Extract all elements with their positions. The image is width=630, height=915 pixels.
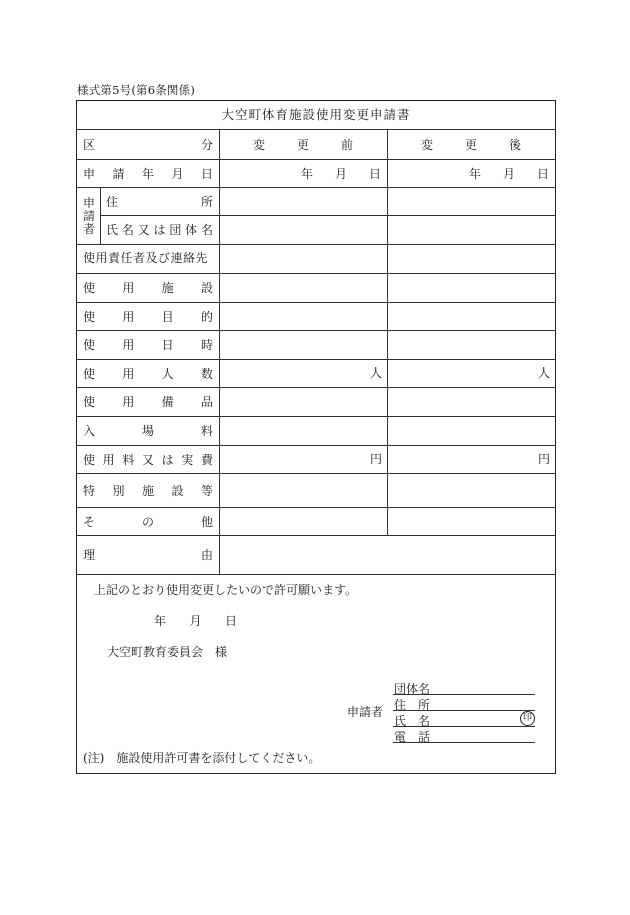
unit-fee-after: 円 xyxy=(538,452,551,466)
row-reason: 理 由 xyxy=(83,548,213,562)
row-people: 使 用 人 数 xyxy=(83,366,213,381)
row-other: そ の 他 xyxy=(83,514,213,529)
group-name-label: 団体名 xyxy=(394,682,431,696)
applicant-vertical-label: 申 請 者 xyxy=(82,196,95,236)
row-facility: 使 用 施 設 xyxy=(83,281,213,295)
row-datetime: 使 用 日 時 xyxy=(83,338,213,352)
phone-label: 電 話 xyxy=(394,730,431,744)
date-after: 年 月 日 xyxy=(469,166,549,181)
row-address: 住 所 xyxy=(106,194,213,209)
row-responsible: 使用責任者及び連絡先 xyxy=(83,251,209,265)
form-title: 大空町体育施設使用変更申請書 xyxy=(221,107,411,122)
unit-fee-before: 円 xyxy=(370,452,383,466)
form-number-label: 様式第5号(第6条関係) xyxy=(77,83,196,97)
date-before: 年 月 日 xyxy=(301,166,381,181)
applicant-label: 申請者 xyxy=(347,705,384,719)
row-equipment: 使 用 備 品 xyxy=(83,395,213,409)
address-label: 住 所 xyxy=(394,698,431,712)
row-application-date: 申 請 年 月 日 xyxy=(83,166,213,181)
row-purpose: 使 用 目 的 xyxy=(83,309,213,324)
unit-people-after: 人 xyxy=(538,366,551,380)
header-before: 変 更 前 xyxy=(253,137,353,152)
request-text: 上記のとおり使用変更したいので許可願います。 xyxy=(94,583,358,597)
seal-mark: 印 xyxy=(520,711,535,726)
header-category: 区 分 xyxy=(83,137,213,152)
row-special: 特 別 施 設 等 xyxy=(83,483,213,498)
addressee: 大空町教育委員会 様 xyxy=(107,645,228,659)
name-label: 氏 名 xyxy=(394,714,431,728)
row-admission: 入 場 料 xyxy=(83,424,213,438)
application-form xyxy=(76,100,556,774)
header-after: 変 更 後 xyxy=(421,137,521,152)
row-fee: 使 用 料 又 は 実 費 xyxy=(83,452,213,467)
row-name: 氏 名 又 は 団 体 名 xyxy=(106,223,213,237)
footer-date: 年 月 日 xyxy=(154,614,237,628)
note-text: (注) 施設使用許可書を添付してください。 xyxy=(83,751,321,765)
unit-people-before: 人 xyxy=(370,366,383,380)
